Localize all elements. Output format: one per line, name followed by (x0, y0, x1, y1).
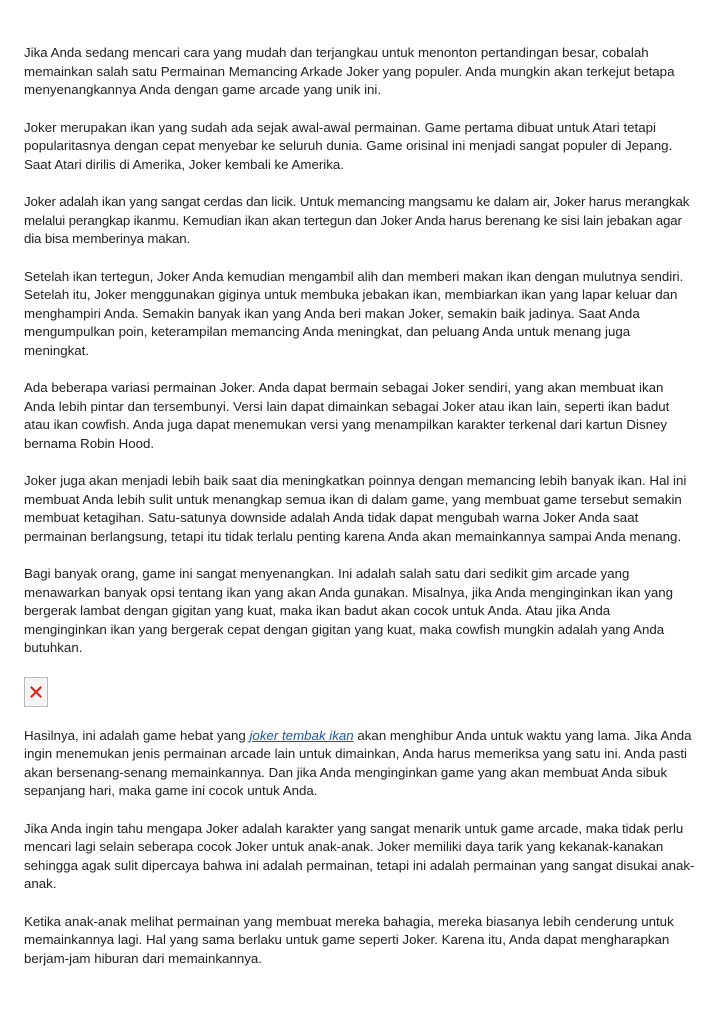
paragraph-5: Ada beberapa variasi permainan Joker. Anda dapat bermain sebagai Joker sendiri, yang akan membuat ikan Anda lebih pintar dan tersembunyi. Versi lain dapat dimainkan sebagai Joker atau ikan lain, seperti ikan badut atau ikan cowfish. Anda juga dapat menemukan versi yang menampilkan karakter terkenal dari kartun Disney bernama Robin Hood. (24, 380, 670, 451)
article-body (24, 44, 696, 987)
x-mark-icon (30, 686, 42, 698)
paragraph-7: Bagi banyak orang, game ini sangat menyenangkan. Ini adalah salah satu dari sedikit gim arcade yang menawarkan banyak opsi tentang ikan yang akan Anda gunakan. Misalnya, jika Anda menginginkan ikan yang bergerak lambat dengan gigitan yang kuat, maka ikan badut akan cocok untuk Anda. Atau jika Anda menginginkan ikan yang bergerak cepat dengan gigitan yang kuat, maka cowfish mungkin adalah yang Anda butuhkan. (24, 566, 674, 655)
paragraph-10: Ketika anak-anak melihat permainan yang membuat mereka bahagia, mereka biasanya lebih cenderung untuk memainkannya lagi. Hal yang sama berlaku untuk game seperti Joker. Karena itu, Anda dapat mengharapkan berjam-jam hiburan dari memainkannya. (24, 913, 674, 966)
paragraph-8-text-before: Hasilnya, ini adalah game hebat yang (24, 727, 250, 743)
paragraph-9: Jika Anda ingin tahu mengapa Joker adalah karakter yang sangat menarik untuk game arcade, maka tidak perlu mencari lagi selain seberapa cocok Joker untuk anak-anak. Joker memiliki daya tarik yang kekanak-kanakan sehingga agak sulit dipercaya bahwa ini adalah permainan, tetapi ini adalah permainan yang sangat disukai anak-anak. (24, 820, 695, 891)
paragraph-2: Joker merupakan ikan yang sudah ada sejak awal-awal permainan. Game pertama dibuat untuk Atari tetapi popularitasnya dengan cepat menyebar ke seluruh dunia. Game orisinal ini menjadi sangat populer di Jepang. Saat Atari dirilis di Amerika, Joker kembali ke Amerika. (24, 119, 673, 172)
paragraph-4: Setelah ikan tertegun, Joker Anda kemudian mengambil alih dan memberi makan ikan dengan mulutnya sendiri. Setelah itu, Joker menggunakan giginya untuk membuka jebakan ikan, membiarkan ikan yang lapar keluar dan menghampiri Anda. Semakin banyak ikan yang Anda beri makan Joker, semakin baik jadinya. Saat Anda mengumpulkan poin, keterampilan memancing Anda meningkat, dan peluang Anda untuk menang juga meningkat. (24, 268, 684, 358)
broken-image-icon (24, 677, 48, 707)
paragraph-6: Joker juga akan menjadi lebih baik saat dia meningkatkan poinnya dengan memancing lebih banyak ikan. Hal ini membuat Anda lebih sulit untuk menangkap semua ikan di dalam game, yang membuat game tersebut semakin membuat ketagihan. Satu-satunya downside adalah Anda tidak dapat mengubah warna Joker Anda saat permainan berlangsung, tetapi itu tidak terlalu penting karena Anda akan memainkannya sampai Anda menang. (24, 473, 687, 544)
paragraph-8 (24, 727, 696, 801)
paragraph-3: Joker adalah ikan yang sangat cerdas dan licik. Untuk memancing mangsamu ke dalam air, Joker harus merangkak melalui perangkap ikanmu. Kemudian ikan akan tertegun dan Joker Anda harus berenang ke sisi lain jebakan agar dia bisa memberinya makan. (24, 194, 690, 246)
paragraph-8-text-after: akan menghibur Anda untuk waktu yang lama. Jika Anda ingin menemukan jenis permainan arcade lain untuk dimainkan, Anda harus memeriksa yang satu ini. Anda pasti akan bersenang-senang memainkannya. Dan jika Anda menginginkan game yang akan membuat Anda sibuk sepanjang hari, maka game ini cocok untuk Anda. (24, 727, 692, 798)
joker-tembak-ikan-link[interactable]: joker tembak ikan (249, 727, 354, 743)
paragraph-1: Jika Anda sedang mencari cara yang mudah dan terjangkau untuk menonton pertandingan besar, cobalah memainkan salah satu Permainan Memancing Arkade Joker yang populer. Anda mungkin akan terkejut betapa menyenangkannya Anda dengan game arcade yang unik ini. (24, 45, 675, 97)
